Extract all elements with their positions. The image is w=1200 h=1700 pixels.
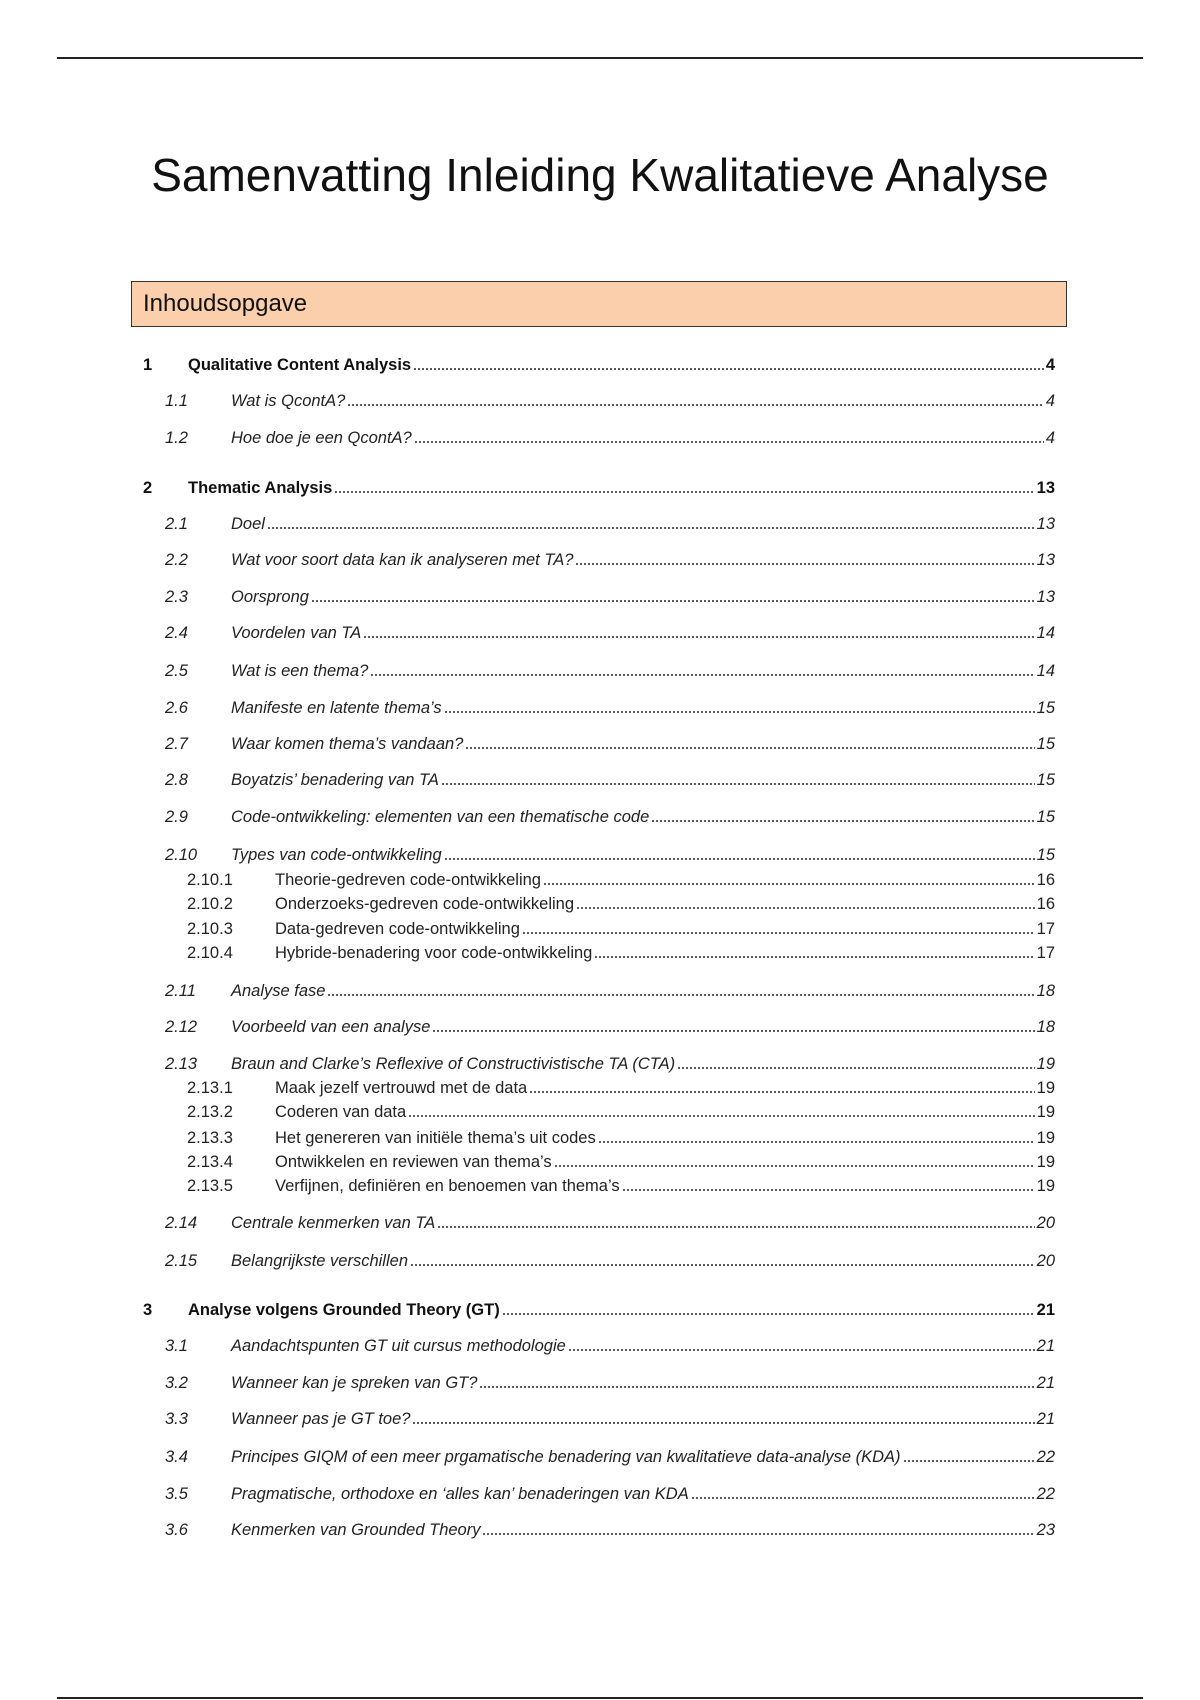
- toc-entry-page: 20: [1036, 1252, 1055, 1270]
- toc-entry-title: Code-ontwikkeling: elementen van een thematische code: [231, 808, 650, 826]
- toc-entry-number: 2.10.4: [187, 944, 233, 962]
- toc-entry-page: 19: [1036, 1129, 1055, 1147]
- toc-entry-number: 2.13.5: [187, 1177, 233, 1195]
- toc-entry-number: 2.9: [165, 808, 188, 826]
- toc-leader-dots: [413, 367, 1044, 371]
- toc-entry[interactable]: [143, 1209, 1055, 1233]
- toc-leader-dots: [482, 1532, 1034, 1536]
- toc-entry-number: 2.13.3: [187, 1129, 233, 1147]
- toc-leader-dots: [370, 673, 1034, 677]
- toc-entry-page: 21: [1036, 1410, 1055, 1428]
- toc-entry[interactable]: [143, 1172, 1055, 1196]
- toc-entry-page: 21: [1036, 1337, 1055, 1355]
- toc-entry-number: 3.3: [165, 1410, 188, 1428]
- toc-entry-number: 2.7: [165, 735, 188, 753]
- toc-entry-title: Types van code-ontwikkeling: [231, 846, 442, 864]
- toc-entry[interactable]: [143, 1443, 1055, 1467]
- toc-entry-page: 19: [1036, 1055, 1055, 1073]
- toc-entry-page: 13: [1036, 479, 1055, 497]
- toc-entry-title: Ontwikkelen en reviewen van thema’s: [275, 1153, 552, 1171]
- toc-entry[interactable]: [143, 1074, 1055, 1098]
- toc-entry-number: 2.8: [165, 771, 188, 789]
- toc-entry-number: 2.6: [165, 699, 188, 717]
- toc-leader-dots: [437, 1225, 1034, 1229]
- toc-entry-number: 2.14: [165, 1214, 198, 1232]
- toc-entry-title: Analyse volgens Grounded Theory (GT): [188, 1301, 500, 1319]
- toc-entry-title: Waar komen thema’s vandaan?: [231, 735, 464, 753]
- toc-entry[interactable]: [143, 619, 1055, 643]
- toc-entry-page: 21: [1036, 1301, 1055, 1319]
- toc-entry-title: Oorsprong: [231, 588, 309, 606]
- toc-entry-title: Verfijnen, definiëren en benoemen van thema’s: [275, 1177, 620, 1195]
- toc-leader-dots: [598, 1140, 1035, 1144]
- toc-entry-page: 23: [1036, 1521, 1055, 1539]
- toc-entry-page: 15: [1036, 771, 1055, 789]
- toc-entry-number: 3.5: [165, 1485, 188, 1503]
- toc-entry-number: 2.10.1: [187, 871, 233, 889]
- toc-entry-title: Hoe doe je een QcontA?: [231, 429, 412, 447]
- toc-entry[interactable]: [143, 1516, 1055, 1540]
- toc-leader-dots: [522, 931, 1035, 935]
- toc-entry-page: 13: [1036, 588, 1055, 606]
- toc-entry[interactable]: [143, 1296, 1055, 1320]
- toc-leader-dots: [432, 1029, 1034, 1033]
- toc-entry[interactable]: [143, 730, 1055, 754]
- toc-leader-dots: [903, 1459, 1035, 1463]
- toc-entry-page: 4: [1045, 429, 1055, 447]
- toc-entry-number: 1.2: [165, 429, 188, 447]
- toc-entry-title: Manifeste en latente thema’s: [231, 699, 442, 717]
- toc-leader-dots: [622, 1188, 1035, 1192]
- toc-entry[interactable]: [143, 1480, 1055, 1504]
- toc-entry-title: Data-gedreven code-ontwikkeling: [275, 920, 520, 938]
- toc-entry[interactable]: [143, 1247, 1055, 1271]
- toc-entry[interactable]: [143, 657, 1055, 681]
- toc-entry-number: 2.4: [165, 624, 188, 642]
- toc-entry-title: Wanneer kan je spreken van GT?: [231, 1374, 478, 1392]
- toc-entry-title: Doel: [231, 515, 265, 533]
- toc-entry-page: 19: [1036, 1103, 1055, 1121]
- toc-entry-page: 16: [1036, 871, 1055, 889]
- toc-entry[interactable]: [143, 1369, 1055, 1393]
- toc-leader-dots: [594, 955, 1034, 959]
- toc-entry-page: 20: [1036, 1214, 1055, 1232]
- toc-entry-title: Coderen van data: [275, 1103, 407, 1121]
- toc-entry-title: Hybride-benadering voor code-ontwikkeling: [275, 944, 593, 962]
- toc-entry[interactable]: [143, 939, 1055, 963]
- toc-entry[interactable]: [143, 1124, 1055, 1148]
- toc-entry[interactable]: [143, 841, 1055, 865]
- toc-entry-number: 2: [143, 479, 153, 497]
- toc-entry-page: 15: [1036, 808, 1055, 826]
- toc-entry[interactable]: [143, 424, 1055, 448]
- toc-entry-number: 2.13.1: [187, 1079, 233, 1097]
- toc-entry-title: Analyse fase: [231, 982, 326, 1000]
- toc-entry-number: 2.13: [165, 1055, 198, 1073]
- toc-entry-page: 13: [1036, 551, 1055, 569]
- toc-leader-dots: [327, 993, 1034, 997]
- toc-entry-title: Wat voor soort data kan ik analyseren met TA?: [231, 551, 574, 569]
- toc-entry-title: Voordelen van TA: [231, 624, 362, 642]
- toc-leader-dots: [543, 882, 1035, 886]
- toc-entry-number: 3: [143, 1301, 153, 1319]
- toc-entry-page: 15: [1036, 735, 1055, 753]
- toc-entry-page: 22: [1036, 1448, 1055, 1466]
- toc-entry-page: 16: [1036, 895, 1055, 913]
- toc-entry[interactable]: [143, 915, 1055, 939]
- toc-entry-page: 19: [1036, 1153, 1055, 1171]
- toc-leader-dots: [465, 746, 1034, 750]
- toc-leader-dots: [554, 1164, 1035, 1168]
- toc-entry-number: 2.3: [165, 588, 188, 606]
- document-title: Samenvatting Inleiding Kwalitatieve Analyse: [151, 149, 1049, 201]
- toc-entry-page: 17: [1036, 920, 1055, 938]
- toc-entry-page: 15: [1036, 846, 1055, 864]
- toc-entry[interactable]: [143, 803, 1055, 827]
- toc-entry-title: Maak jezelf vertrouwd met de data: [275, 1079, 528, 1097]
- toc-leader-dots: [576, 906, 1035, 910]
- toc-entry-title: Thematic Analysis: [188, 479, 333, 497]
- toc-entry-title: Wat is een thema?: [231, 662, 369, 680]
- toc-entry-title: Boyatzis’ benadering van TA: [231, 771, 439, 789]
- toc-entry-title: Wat is QcontA?: [231, 392, 346, 410]
- toc-entry-page: 13: [1036, 515, 1055, 533]
- toc-entry-number: 2.13.4: [187, 1153, 233, 1171]
- toc-entry[interactable]: [143, 977, 1055, 1001]
- toc-leader-dots: [479, 1385, 1034, 1389]
- toc-entry-number: 2.5: [165, 662, 188, 680]
- toc-entry-number: 3.2: [165, 1374, 188, 1392]
- toc-entry-title: Principes GIQM of een meer prgamatische benadering van kwalitatieve data-analyse (KDA): [231, 1448, 901, 1466]
- footer-rule: [57, 1697, 1143, 1699]
- toc-entry[interactable]: [143, 694, 1055, 718]
- toc-entry[interactable]: [143, 583, 1055, 607]
- toc-leader-dots: [412, 1421, 1034, 1425]
- toc-entry[interactable]: [143, 1098, 1055, 1122]
- toc-leader-dots: [529, 1090, 1034, 1094]
- toc-entry-number: 2.2: [165, 551, 188, 569]
- toc-entry-title: Centrale kenmerken van TA: [231, 1214, 436, 1232]
- toc-entry-number: 2.13.2: [187, 1103, 233, 1121]
- toc-leader-dots: [267, 526, 1035, 530]
- toc-leader-dots: [414, 440, 1044, 444]
- toc-entry[interactable]: [143, 1050, 1055, 1074]
- toc-leader-dots: [651, 819, 1034, 823]
- toc-entry-page: 19: [1036, 1177, 1055, 1195]
- toc-entry-number: 2.10.2: [187, 895, 233, 913]
- toc-leader-dots: [408, 1114, 1034, 1118]
- toc-entry[interactable]: [143, 474, 1055, 498]
- toc-entry-title: Het genereren van initiële thema’s uit codes: [275, 1129, 596, 1147]
- toc-entry-page: 4: [1045, 392, 1055, 410]
- toc-leader-dots: [441, 782, 1035, 786]
- toc-heading: Inhoudsopgave: [143, 290, 308, 317]
- toc-entry-page: 18: [1036, 1018, 1055, 1036]
- toc-leader-dots: [575, 562, 1034, 566]
- toc-entry-number: 3.6: [165, 1521, 188, 1539]
- toc-entry-page: 15: [1036, 699, 1055, 717]
- toc-leader-dots: [363, 635, 1034, 639]
- toc-entry[interactable]: [143, 546, 1055, 570]
- toc-leader-dots: [347, 403, 1043, 407]
- toc-entry[interactable]: [143, 351, 1055, 375]
- toc-entry[interactable]: [143, 890, 1055, 914]
- toc-entry[interactable]: [143, 510, 1055, 534]
- toc-entry-number: 2.1: [165, 515, 188, 533]
- toc-entry[interactable]: [143, 1405, 1055, 1429]
- toc-entry-title: Kenmerken van Grounded Theory: [231, 1521, 481, 1539]
- toc-entry-title: Belangrijkste verschillen: [231, 1252, 408, 1270]
- toc-entry-page: 21: [1036, 1374, 1055, 1392]
- toc-entry-title: Onderzoeks-gedreven code-ontwikkeling: [275, 895, 574, 913]
- toc-entry-page: 14: [1036, 624, 1055, 642]
- toc-entry-title: Voorbeeld van een analyse: [231, 1018, 431, 1036]
- toc-entry-number: 1: [143, 356, 153, 374]
- toc-entry-title: Wanneer pas je GT toe?: [231, 1410, 411, 1428]
- toc-entry[interactable]: [143, 866, 1055, 890]
- toc-leader-dots: [334, 490, 1034, 494]
- toc-entry-number: 2.10: [165, 846, 198, 864]
- toc-entry-page: 18: [1036, 982, 1055, 1000]
- toc-entry[interactable]: [143, 1148, 1055, 1172]
- toc-entry-number: 3.4: [165, 1448, 188, 1466]
- toc-leader-dots: [311, 599, 1035, 603]
- toc-entry-title: Theorie-gedreven code-ontwikkeling: [275, 871, 541, 889]
- toc-entry-page: 17: [1036, 944, 1055, 962]
- toc-entry[interactable]: [143, 766, 1055, 790]
- toc-entry-title: Qualitative Content Analysis: [188, 356, 412, 374]
- toc-leader-dots: [444, 710, 1035, 714]
- toc-leader-dots: [568, 1348, 1035, 1352]
- toc-entry-number: 3.1: [165, 1337, 188, 1355]
- toc-leader-dots: [444, 857, 1035, 861]
- toc-entry-title: Pragmatische, orthodoxe en ‘alles kan’ benaderingen van KDA: [231, 1485, 689, 1503]
- toc-entry-number: 2.11: [165, 982, 196, 1000]
- toc-entry-page: 4: [1045, 356, 1055, 374]
- toc-leader-dots: [502, 1312, 1035, 1316]
- toc-entry-number: 1.1: [165, 392, 188, 410]
- toc-entry[interactable]: [143, 1013, 1055, 1037]
- toc-entry-number: 2.10.3: [187, 920, 233, 938]
- toc-entry-number: 2.15: [165, 1252, 198, 1270]
- toc-entry-page: 14: [1036, 662, 1055, 680]
- toc-entry[interactable]: [143, 387, 1055, 411]
- toc-entry-page: 19: [1036, 1079, 1055, 1097]
- toc-entry-title: Braun and Clarke’s Reflexive of Constructivistische TA (CTA): [231, 1055, 676, 1073]
- toc-leader-dots: [691, 1496, 1035, 1500]
- toc-entry[interactable]: [143, 1332, 1055, 1356]
- toc-entry-number: 2.12: [165, 1018, 198, 1036]
- toc-entry-page: 22: [1036, 1485, 1055, 1503]
- toc-leader-dots: [410, 1263, 1035, 1267]
- toc-leader-dots: [677, 1066, 1035, 1070]
- toc-entry-title: Aandachtspunten GT uit cursus methodologie: [231, 1337, 566, 1355]
